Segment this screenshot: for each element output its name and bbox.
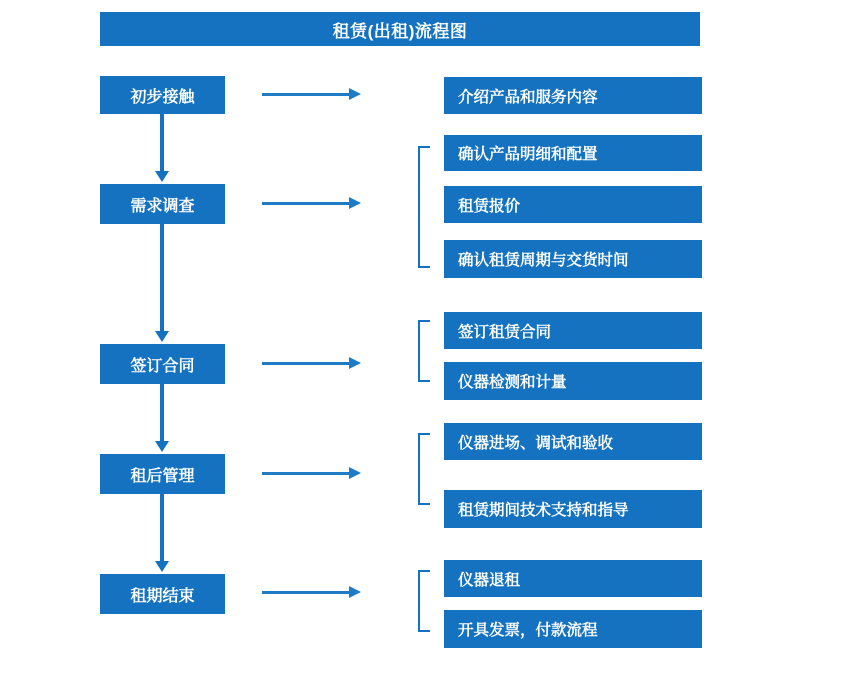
vertical-arrow-1 — [160, 114, 164, 172]
detail-box-technical-support[interactable]: 租赁期间技术支持和指导 — [444, 490, 702, 528]
horizontal-arrow-4 — [262, 472, 350, 475]
detail-box-invoice-payment[interactable]: 开具发票，付款流程 — [444, 610, 702, 648]
detail-box-intro-products-services[interactable]: 介绍产品和服务内容 — [444, 77, 702, 114]
detail-box-instrument-inspection[interactable]: 仪器检测和计量 — [444, 362, 702, 400]
detail-box-confirm-period-delivery[interactable]: 确认租赁周期与交货时间 — [444, 240, 702, 278]
detail-box-sign-rental-contract[interactable]: 签订租赁合同 — [444, 312, 702, 349]
horizontal-arrow-2 — [262, 202, 350, 205]
detail-box-confirm-product-spec[interactable]: 确认产品明细和配置 — [444, 135, 702, 171]
stage-box-lease-end[interactable]: 租期结束 — [100, 574, 225, 614]
group-bracket-post-rental — [418, 433, 430, 505]
detail-box-rental-quotation[interactable]: 租赁报价 — [444, 186, 702, 223]
stage-box-needs-survey[interactable]: 需求调查 — [100, 184, 225, 224]
stage-box-post-rental-management[interactable]: 租后管理 — [100, 454, 225, 494]
group-bracket-lease-end — [418, 570, 430, 632]
vertical-arrow-4 — [160, 494, 164, 562]
stage-box-sign-contract[interactable]: 签订合同 — [100, 344, 225, 384]
vertical-arrow-3 — [160, 384, 164, 442]
group-bracket-sign-contract — [418, 320, 430, 382]
group-bracket-needs-survey — [418, 146, 430, 268]
horizontal-arrow-3 — [262, 362, 350, 365]
horizontal-arrow-5 — [262, 591, 350, 594]
vertical-arrow-2 — [160, 224, 164, 332]
detail-box-instrument-onsite-commission[interactable]: 仪器进场、调试和验收 — [444, 423, 702, 460]
horizontal-arrow-1 — [262, 93, 350, 96]
detail-box-instrument-return[interactable]: 仪器退租 — [444, 560, 702, 597]
stage-box-initial-contact[interactable]: 初步接触 — [100, 76, 225, 114]
page-title: 租赁(出租)流程图 — [100, 12, 700, 46]
